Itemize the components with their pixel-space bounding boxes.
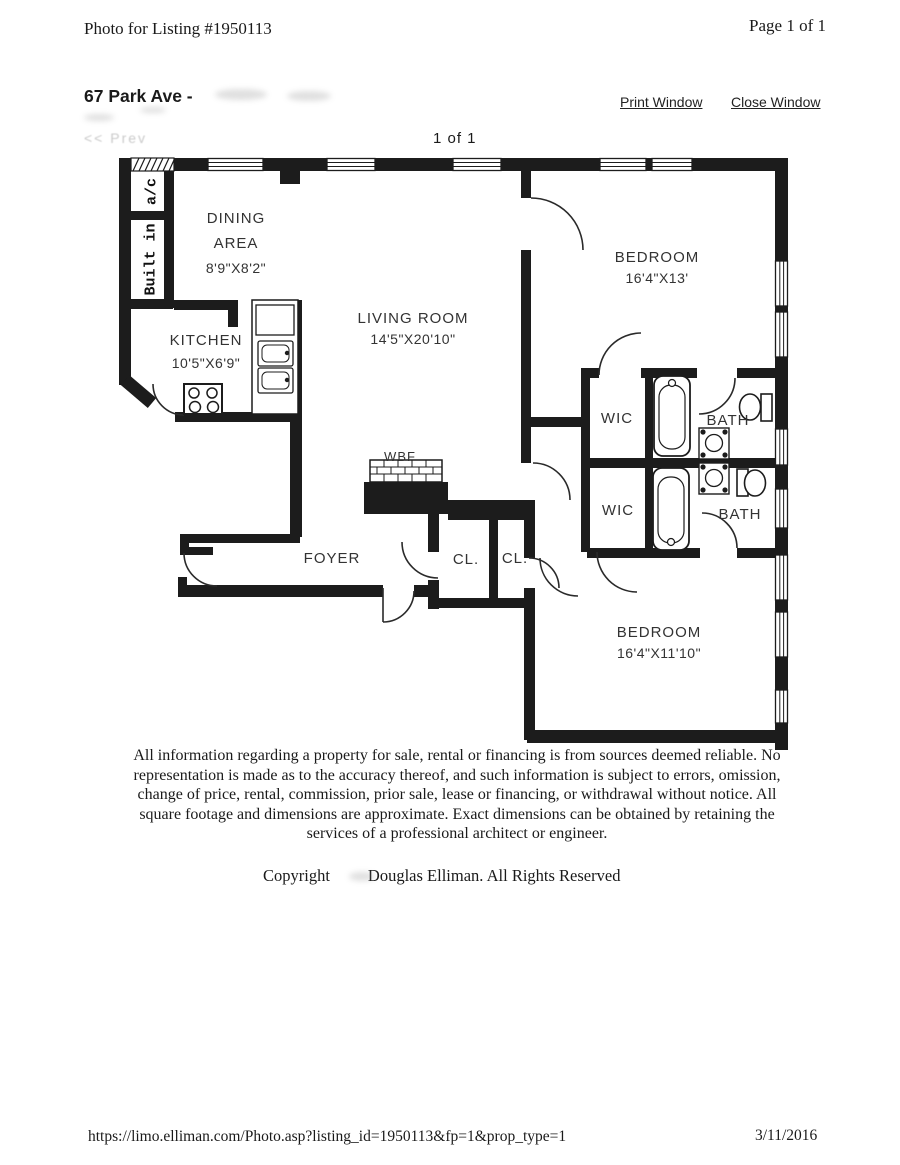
diagonal-wall (125, 380, 152, 403)
room-dimensions: 8'9"X8'2" (205, 260, 267, 276)
label-fireplace-wbf: WBF (384, 449, 416, 464)
bathtub-icon (654, 376, 690, 456)
label-bath-1: BATH (706, 412, 750, 429)
disclaimer-line: representation is made as to the accuracy thereof, and such information is subject to errors, omission, (133, 766, 781, 784)
room-name: LIVING ROOM (357, 310, 469, 327)
bathtub-icon (653, 468, 689, 550)
label-ac: a/c (143, 178, 161, 206)
disclaimer-line: change of price, rental, commission, prior sale, lease or financing, or withdrawal without notice. All (137, 786, 777, 804)
room-dimensions: 16'4"X11'10" (616, 645, 702, 661)
print-footer-url: https://limo.elliman.com/Photo.asp?listing_id=1950113&fp=1&prop_type=1 (88, 1128, 567, 1145)
print-window-link[interactable]: Print Window (620, 94, 703, 110)
copyright-line (263, 866, 620, 886)
listing-address: 67 Park Ave - (84, 86, 193, 106)
print-footer-date: 3/11/2016 (755, 1127, 818, 1144)
label-wic-2: WIC (601, 502, 635, 519)
sink-icon (699, 463, 729, 494)
label-bedroom-1 (557, 248, 757, 288)
label-dining-area (176, 206, 296, 281)
room-name: BEDROOM (614, 249, 700, 266)
label-bath-2: BATH (718, 506, 762, 523)
sink-icon (699, 428, 729, 459)
stove-icon (184, 384, 222, 414)
disclaimer-line: services of a professional architect or engineer. (306, 825, 608, 843)
label-closet-2: CL. (501, 550, 529, 567)
room-dimensions: 14'5"X20'10" (370, 331, 456, 347)
label-foyer: FOYER (303, 550, 361, 567)
label-wic-1: WIC (600, 410, 634, 427)
print-header-page-indicator: Page 1 of 1 (749, 16, 826, 35)
label-kitchen (146, 330, 266, 374)
label-built-in: Built in (142, 223, 160, 296)
label-living-room (313, 308, 513, 350)
scan-smudge (349, 872, 375, 881)
room-name: DINING (206, 210, 266, 227)
disclaimer-line: All information regarding a property for sale, rental or financing is from sources deemed reliable. No (133, 747, 781, 764)
prev-link-ghost: << Prev (84, 130, 148, 146)
label-bedroom-2 (559, 622, 759, 664)
disclaimer-line: square footage and dimensions are approximate. Exact dimensions can be obtained by retaining the (139, 805, 775, 823)
photo-counter: 1 of 1 (433, 130, 477, 147)
room-dimensions: 16'4"X13' (625, 270, 689, 286)
room-name: BEDROOM (616, 624, 702, 641)
label-closet-1: CL. (452, 551, 480, 568)
toilet-icon (737, 469, 766, 496)
room-dimensions: 10'5"X6'9" (171, 355, 241, 371)
copyright-suffix: Douglas Elliman. All Rights Reserved (367, 866, 621, 885)
print-header-title: Photo for Listing #1950113 (84, 19, 272, 38)
close-window-link[interactable]: Close Window (731, 94, 821, 110)
room-name: AREA (213, 235, 259, 252)
copyright-prefix: Copyright (263, 866, 330, 885)
room-name: KITCHEN (169, 332, 243, 349)
disclaimer-text (57, 746, 857, 844)
